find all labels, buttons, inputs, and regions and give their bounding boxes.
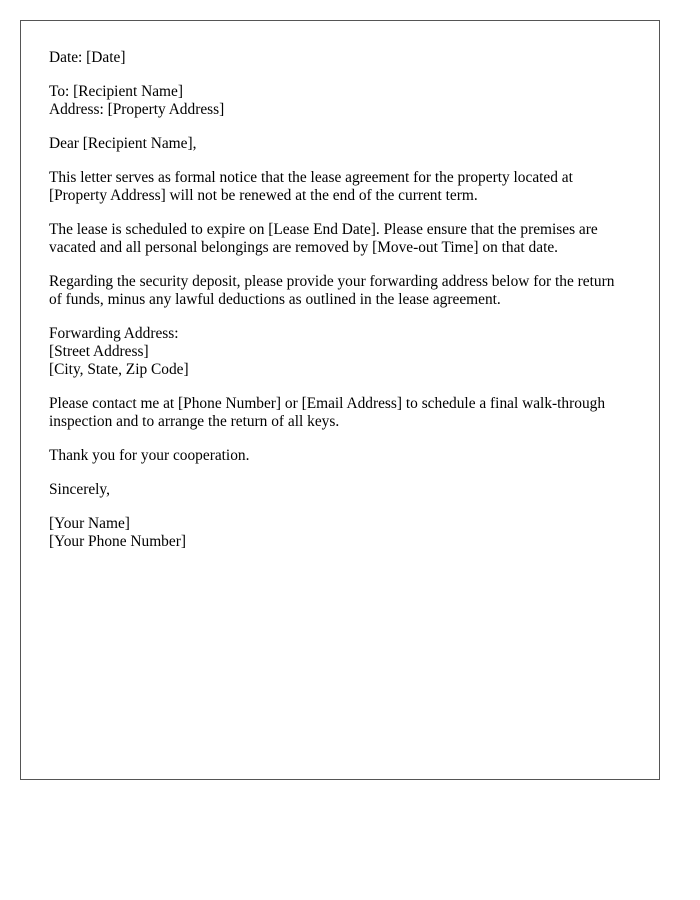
body-paragraph-deposit: Regarding the security deposit, please provide your forwarding address below for the return of funds, minus any lawful deductions as outlined in the lease agreement. (49, 273, 615, 308)
body-paragraph-contact: Please contact me at [Phone Number] or [Email Address] to schedule a final walk-through inspection and to arrange the return of all keys. (49, 395, 606, 430)
recipient-address-line: Address: [Property Address] (49, 101, 225, 118)
forwarding-address-label: Forwarding Address: (49, 325, 179, 342)
body-paragraph-expiry: The lease is scheduled to expire on [Lease End Date]. Please ensure that the premises are vacated and all personal belongings are removed by [Move-out Time] on that date. (49, 221, 598, 256)
recipient-to-line: To: [Recipient Name] (49, 83, 183, 100)
forwarding-address-block (49, 325, 631, 379)
sender-phone: [Your Phone Number] (49, 533, 186, 550)
signature-block (49, 515, 631, 551)
date-line: Date: [Date] (49, 49, 126, 66)
sender-name: [Your Name] (49, 515, 130, 532)
salutation: Dear [Recipient Name], (49, 135, 197, 152)
thanks-line: Thank you for your cooperation. (49, 447, 250, 464)
forwarding-city: [City, State, Zip Code] (49, 361, 189, 378)
recipient-block (49, 83, 631, 119)
body-paragraph-notice: This letter serves as formal notice that the lease agreement for the property located at [Property Address] will not be renewed at the end of the current term. (49, 169, 573, 204)
letter-page (20, 20, 660, 780)
forwarding-street: [Street Address] (49, 343, 149, 360)
closing-line: Sincerely, (49, 481, 110, 498)
